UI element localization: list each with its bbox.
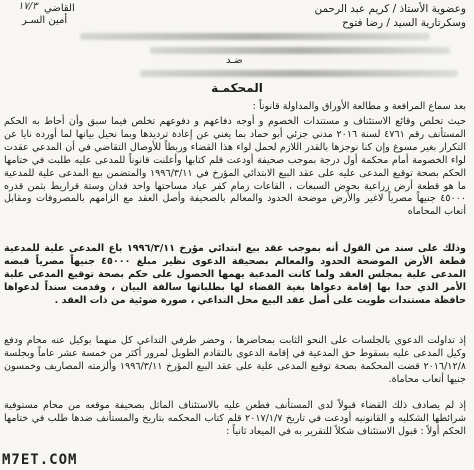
redacted-line <box>140 70 458 77</box>
redacted-line <box>150 47 450 54</box>
opening-line: بعد سماع المرافعة و مطالعة الأوراق والمداولة قانوناً : <box>252 101 466 112</box>
redacted-line <box>80 33 430 40</box>
secretary-line: وسكرتارية السيد / رضا فتوح <box>342 17 466 29</box>
proceedings-paragraph: إذ تداولت الدعوى بالجلسات على النحو الثابت بمحاضرها ، وحضر طرفي التداعي كل منهما بوكيل عنه محام ودفع وكيل المدعى عليه بسقوط حق المدعية في إقامة الدعوى بالتقادم الطويل لمرور أكثر من خمسة عشر عاماً وبجلسة ٢٠١٦/١٢/٨ قضت المحكمة بصحة توقيع المدعى علية على عقد البيع المؤرخ ١٩٩٦/٣/١١ وألزمته المصاريف وخمسون جنيها أتعاب محاماة. <box>4 335 466 385</box>
grounds-paragraph <box>4 243 466 308</box>
secretary-label: أمين السـر <box>22 15 68 26</box>
grounds-text: وذلك على سند من القول أنه بموجب عقد بيع ابتدائي مؤرخ ١٩٩٦/٣/١١ باع المدعى علية للمدعية قطعة الأرض الموضحة الحدود والمعالم بصحيفة الدعوى نظير مبلغ ٤٥٠٠٠ جنيهاً مصرياً قبضه المدعى علية بمجلس العقد ولما كانت المدعية يهمها الحصول على حكم بصحة توقيع المدعى علية الأمر الذي حدا بها إقامة دعواها بغية القضاء لها بطلباتها سالفة البيان ، وقدمت سنداً لدعواها حافظة مستندات طويت على أصل عقد البيع محل التداعي ، صورة ضوئية من ذات العقد . <box>4 243 466 306</box>
facts-paragraph: حيث تخلص وقائع الاستئناف و مستندات الخصوم و أوجه دفاعهم و دفوعهم تخلص فيما سبق وأن أحاط به الحكم المستأنف رقم ٤٧٦١ لسنة ٢٠١٦ مدني جزئي أبو حماد بما يغني عن إعادة ترديدها وبما نحيل بيانها لما أورده نايا عن التكرار بغير مسوغ وإن كنا نوجزها بالقدر اللازم لحمل لواء هذا القضاء وربطاً للأوصال التقاضي في أن المدعي عقدت لواء الخصومة أمام محكمة أول درجة بموجب صحيفة أودعت قلم كتابها وأعلنت قانوناً للمدعى عليه طلبت في ختامها الحكم بصحة توقيع المدعى عليه على عقد البيع الابتدائي المؤرخ في ١٩٩٦/٣/١١ والمتضمن بيع المدعى علية للمدعية ما هو قطعة أرض زراعية بحوض السبعات ، القاعات زمام كفر عياد مساحتها واحد فدان وستة قراريط بثمن قدره ٤٥٠٠٠ جنيهاً مصرياً لاغير والأرض موضحة الحدود والمعالم بالصحيفة وأصل العقد مع الزامهم بالمصروفات ومقابل أتعاب المحاماه <box>4 116 466 218</box>
against-label: ضـد <box>226 55 243 66</box>
court-title: المحكمـة <box>211 81 263 95</box>
appeal-paragraph: إذ لم يصادف ذلك القضاء قبولاً لدى المستأنف فطعن عليه بالاستئناف الماثل بصحيفة موقعه من محام مستوفية شرائطها الشكليه و القانونيه أودعت في تاريخ ٢٠١٧/١/٧ قلم كتاب المحكمه بتاريخ والمستأنف ضدها طلب في ختامها الحكم أولاً : قبول الاستئناف شكلاً للتقرير به في الميعاد ثانياً : <box>4 400 466 437</box>
judge-label: القاضي <box>44 3 75 14</box>
site-watermark: M7ET.COM <box>2 452 78 468</box>
membership-line: وعضوية الأستاذ / كريم عبد الرحمن <box>314 3 466 15</box>
handwritten-note: ١٧/٣ <box>18 1 38 12</box>
